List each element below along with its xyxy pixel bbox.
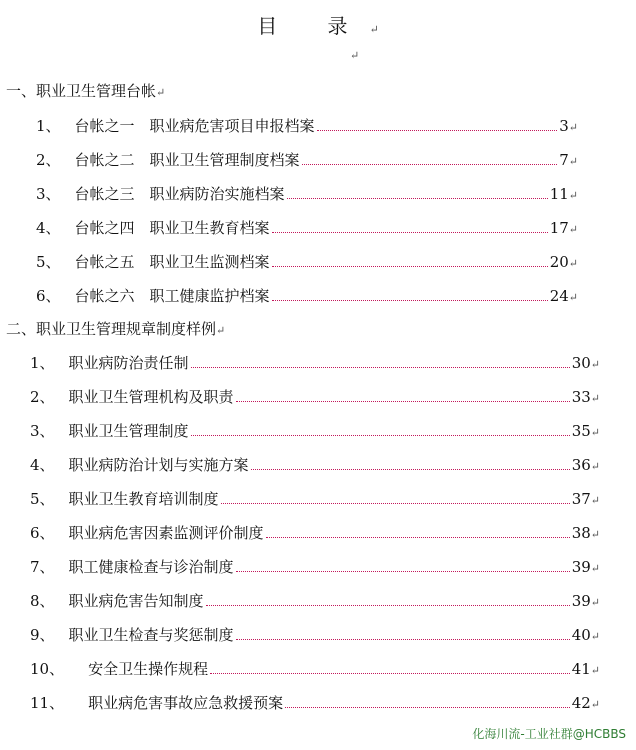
toc-entry-number: 8、 <box>30 592 55 610</box>
dot-leader <box>210 661 570 674</box>
toc-entry[interactable] <box>36 115 578 136</box>
toc-entry-label: 台帐之四 职业卫生教育档案 <box>74 219 270 237</box>
dot-leader <box>272 220 548 233</box>
toc-entry[interactable] <box>36 149 578 170</box>
toc-entry-label: 台帐之五 职业卫生监测档案 <box>74 253 270 271</box>
dot-leader <box>221 491 570 504</box>
toc-entry-number: 3、 <box>30 422 55 440</box>
toc-entry[interactable] <box>30 692 600 713</box>
toc-entry-page: 33 <box>571 388 591 406</box>
toc-entry[interactable] <box>30 590 600 611</box>
toc-entry-page: 41 <box>571 660 591 678</box>
paragraph-mark-icon: ↵ <box>590 562 600 575</box>
toc-entry-label: 职工健康检查与诊治制度 <box>68 558 234 576</box>
toc-entry-label: 台帐之三 职业病防治实施档案 <box>74 185 285 203</box>
toc-entry[interactable] <box>36 251 578 272</box>
dot-leader <box>236 627 570 640</box>
dot-leader <box>236 559 570 572</box>
toc-entry-label: 职业病危害告知制度 <box>68 592 204 610</box>
toc-entry-page: 3 <box>559 117 569 135</box>
dot-leader <box>272 288 548 301</box>
toc-entry-number: 6、 <box>30 524 55 542</box>
dot-leader <box>287 186 548 199</box>
paragraph-mark-icon: ↵ <box>590 664 600 677</box>
toc-entry[interactable] <box>30 556 600 577</box>
paragraph-mark-icon: ↵ <box>590 494 600 507</box>
toc-entry-label: 职业病危害事故应急救援预案 <box>88 694 284 712</box>
toc-entry-page: 24 <box>549 287 569 305</box>
dot-leader <box>251 457 570 470</box>
paragraph-mark-icon: ↵ <box>568 291 578 304</box>
toc-entry-label: 职业病防治责任制 <box>68 354 189 372</box>
watermark-text: 化海川流-工业社群@HCBBS <box>472 727 626 741</box>
toc-entry[interactable] <box>36 183 578 204</box>
toc-entry-page: 39 <box>571 592 591 610</box>
toc-entry-page: 7 <box>559 151 569 169</box>
toc-entry-page: 39 <box>571 558 591 576</box>
paragraph-mark-icon: ↵ <box>590 698 600 711</box>
dot-leader <box>285 695 570 708</box>
toc-entry-number: 4、 <box>30 456 55 474</box>
dot-leader <box>317 118 558 131</box>
paragraph-mark-icon: ↵ <box>350 49 360 62</box>
toc-entry-number: 11、 <box>30 694 65 712</box>
toc-entry-label: 台帐之一 职业病危害项目申报档案 <box>74 117 315 135</box>
toc-entry-label: 职业卫生管理制度 <box>68 422 189 440</box>
paragraph-mark-icon: ↵ <box>590 596 600 609</box>
dot-leader <box>272 254 548 267</box>
paragraph-mark-icon: ↵ <box>590 528 600 541</box>
paragraph-mark-icon: ↵ <box>216 324 226 337</box>
toc-entry-page: 42 <box>571 694 591 712</box>
toc-entry-label: 职业卫生检查与奖惩制度 <box>68 626 234 644</box>
toc-entry-label: 台帐之二 职业卫生管理制度档案 <box>74 151 300 169</box>
toc-entry[interactable] <box>30 454 600 475</box>
toc-entry-page: 17 <box>549 219 569 237</box>
toc-entry-number: 1、 <box>30 354 55 372</box>
toc-entry[interactable] <box>36 217 578 238</box>
dot-leader <box>236 389 570 402</box>
toc-entry-page: 35 <box>571 422 591 440</box>
toc-entry[interactable] <box>36 285 578 306</box>
toc-entry-number: 3、 <box>36 185 61 203</box>
toc-entry-number: 10、 <box>30 660 65 678</box>
section-heading-2: 二、职业卫生管理规章制度样例↵ <box>6 320 226 338</box>
toc-entry-number: 2、 <box>36 151 61 169</box>
toc-entry-label: 职业卫生管理机构及职责 <box>68 388 234 406</box>
page-title: 目 录↵ <box>257 14 379 38</box>
section-heading-1: 一、职业卫生管理台帐↵ <box>6 82 166 100</box>
toc-entry-page: 38 <box>571 524 591 542</box>
toc-entry-label: 职业病防治计划与实施方案 <box>68 456 249 474</box>
dot-leader <box>266 525 570 538</box>
toc-entry-number: 1、 <box>36 117 61 135</box>
paragraph-mark-icon: ↵ <box>590 630 600 643</box>
toc-entry-number: 9、 <box>30 626 55 644</box>
toc-entry[interactable] <box>30 420 600 441</box>
toc-entry[interactable] <box>30 624 600 645</box>
toc-entry-number: 4、 <box>36 219 61 237</box>
dot-leader <box>302 152 558 165</box>
toc-entry-label: 职业病危害因素监测评价制度 <box>68 524 264 542</box>
paragraph-mark-icon: ↵ <box>590 426 600 439</box>
dot-leader <box>191 355 570 368</box>
toc-entry-number: 2、 <box>30 388 55 406</box>
toc-entry[interactable] <box>30 658 600 679</box>
toc-entry-label: 台帐之六 职工健康监护档案 <box>74 287 270 305</box>
toc-entry-label: 职业卫生教育培训制度 <box>68 490 219 508</box>
toc-entry-number: 5、 <box>36 253 61 271</box>
paragraph-mark-icon: ↵ <box>568 121 578 134</box>
toc-entry[interactable] <box>30 522 600 543</box>
toc-entry[interactable] <box>30 352 600 373</box>
toc-entry-number: 7、 <box>30 558 55 576</box>
dot-leader <box>206 593 570 606</box>
toc-entry-page: 37 <box>571 490 591 508</box>
toc-entry[interactable] <box>30 488 600 509</box>
toc-entry-page: 20 <box>549 253 569 271</box>
paragraph-mark-icon: ↵ <box>156 86 166 99</box>
dot-leader <box>191 423 570 436</box>
toc-entry-page: 36 <box>571 456 591 474</box>
toc-entry-page: 11 <box>549 185 569 203</box>
paragraph-mark-icon: ↵ <box>568 189 578 202</box>
paragraph-mark-icon: ↵ <box>590 460 600 473</box>
paragraph-mark-icon: ↵ <box>568 257 578 270</box>
paragraph-mark-icon: ↵ <box>568 155 578 168</box>
paragraph-mark-icon: ↵ <box>590 358 600 371</box>
toc-entry-label: 安全卫生操作规程 <box>88 660 209 678</box>
toc-entry-number: 6、 <box>36 287 61 305</box>
toc-entry-page: 30 <box>571 354 591 372</box>
paragraph-mark-icon: ↵ <box>369 23 379 36</box>
paragraph-mark-icon: ↵ <box>590 392 600 405</box>
toc-entry-number: 5、 <box>30 490 55 508</box>
paragraph-mark-icon: ↵ <box>568 223 578 236</box>
toc-entry[interactable] <box>30 386 600 407</box>
toc-entry-page: 40 <box>571 626 591 644</box>
